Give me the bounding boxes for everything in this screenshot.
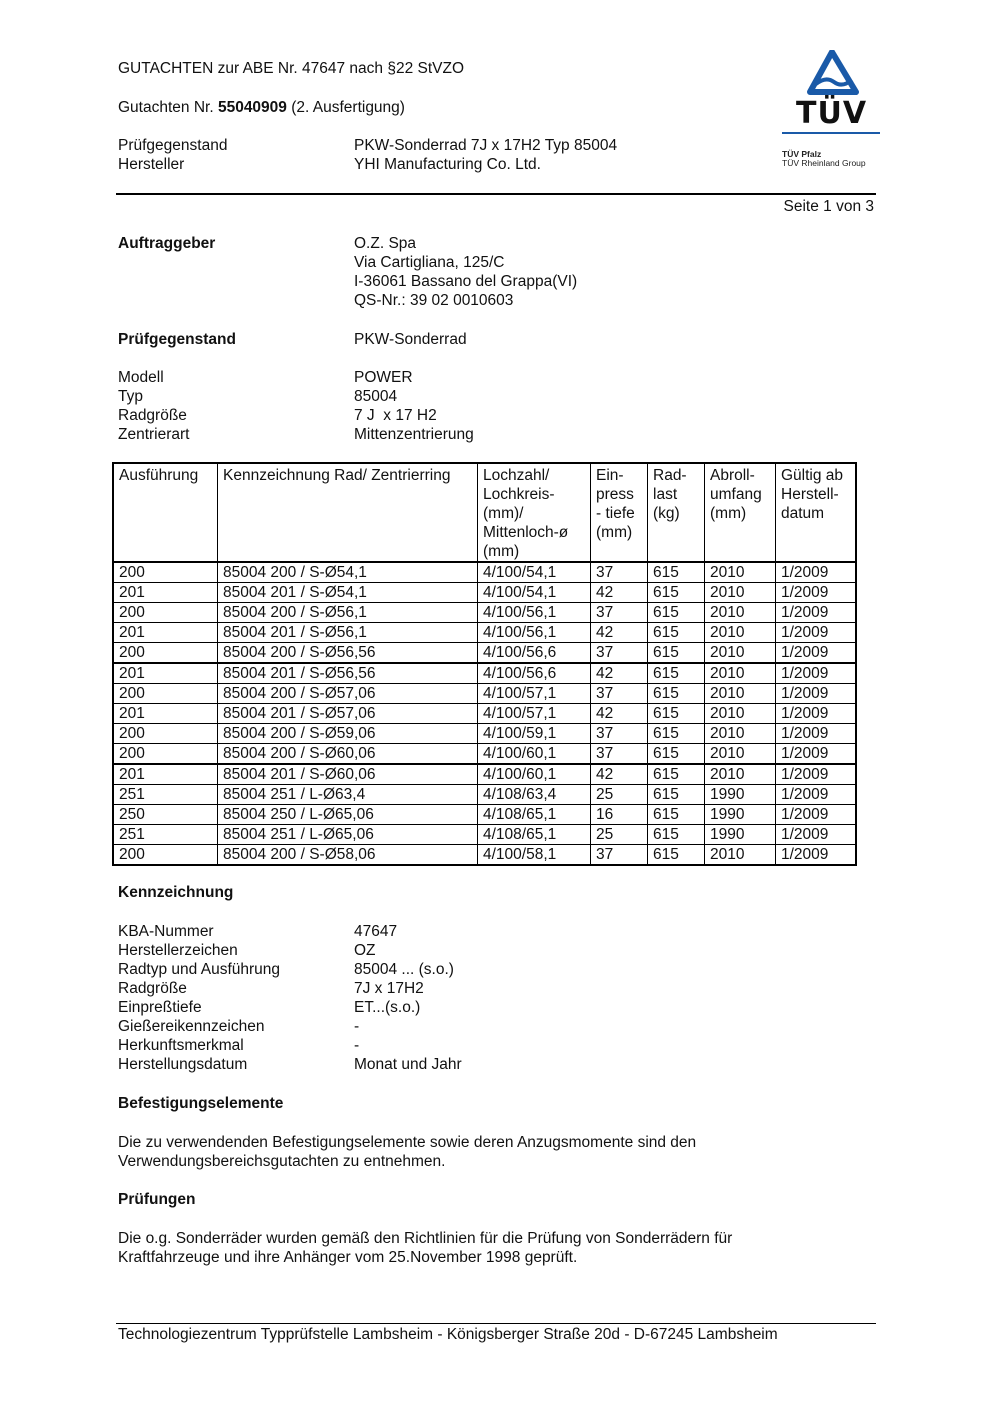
table-cell: 200 — [113, 684, 218, 704]
table-cell: 4/108/65,1 — [478, 825, 591, 845]
table-cell: 1/2009 — [776, 603, 857, 623]
footer-address: Technologiezentrum Typprüfstelle Lambsheim - Königsberger Straße 20d - D-67245 Lambsheim — [118, 1326, 778, 1343]
marking-label: Herstellerzeichen — [118, 942, 238, 959]
table-cell: 1/2009 — [776, 825, 857, 845]
column-header-line: Herstell- — [781, 486, 839, 503]
column-header-line: Ein- — [596, 467, 624, 484]
column-header — [776, 463, 857, 562]
table-row — [113, 704, 856, 724]
client-line: O.Z. Spa — [354, 235, 417, 252]
table-cell: 2010 — [705, 663, 776, 684]
table-cell: 251 — [113, 785, 218, 805]
tests-heading: Prüfungen — [118, 1191, 196, 1208]
column-header-line: Lochzahl/ — [483, 467, 550, 484]
table-cell: 42 — [591, 623, 648, 643]
client-section — [118, 234, 577, 310]
marking-row — [118, 941, 462, 960]
table-cell: 37 — [591, 603, 648, 623]
marking-section — [118, 922, 462, 1074]
table-row — [113, 724, 856, 744]
model-label: Zentrierart — [118, 426, 190, 443]
table-cell: 4/100/60,1 — [478, 764, 591, 785]
table-cell: 201 — [113, 583, 218, 603]
table-cell: 85004 200 / S-Ø59,06 — [218, 724, 478, 744]
marking-label: Einpreßtiefe — [118, 999, 202, 1016]
marking-value: Monat und Jahr — [354, 1056, 462, 1073]
column-header-line: Lochkreis- — [483, 486, 555, 503]
header-row — [118, 155, 617, 174]
table-cell: 16 — [591, 805, 648, 825]
column-header-line: umfang — [710, 486, 762, 503]
column-header-line: (mm) — [483, 543, 520, 560]
marking-label: Herkunftsmerkmal — [118, 1037, 244, 1054]
subject-section — [118, 330, 467, 349]
table-cell: 4/100/60,1 — [478, 744, 591, 765]
table-cell: 85004 201 / S-Ø60,06 — [218, 764, 478, 785]
tests-line: Die o.g. Sonderräder wurden gemäß den Richtlinien für die Prüfung von Sonderrädern für — [118, 1230, 733, 1247]
table-cell: 1/2009 — [776, 583, 857, 603]
table-cell: 37 — [591, 684, 648, 704]
table-cell: 42 — [591, 663, 648, 684]
table-cell: 615 — [648, 785, 705, 805]
table-cell: 4/100/56,6 — [478, 663, 591, 684]
table-cell: 1/2009 — [776, 663, 857, 684]
table-cell: 615 — [648, 623, 705, 643]
table-cell: 2010 — [705, 684, 776, 704]
marking-heading: Kennzeichnung — [118, 884, 234, 901]
table-cell: 85004 200 / S-Ø56,56 — [218, 643, 478, 664]
column-header-line: press — [596, 486, 634, 503]
table-cell: 2010 — [705, 845, 776, 866]
table-cell: 2010 — [705, 744, 776, 765]
table-cell: 200 — [113, 643, 218, 664]
table-row — [113, 684, 856, 704]
table-cell: 201 — [113, 663, 218, 684]
table-cell: 615 — [648, 704, 705, 724]
column-header-line: Mittenloch-ø — [483, 524, 569, 541]
column-header-line: Abroll- — [710, 467, 755, 484]
table-cell: 85004 200 / S-Ø57,06 — [218, 684, 478, 704]
tuv-triangle-icon — [802, 50, 862, 96]
table-cell: 2010 — [705, 643, 776, 664]
marking-label: KBA-Nummer — [118, 923, 214, 940]
marking-label: Radtyp und Ausführung — [118, 961, 281, 978]
table-cell: 85004 250 / L-Ø65,06 — [218, 805, 478, 825]
column-header — [705, 463, 776, 562]
table-cell: 4/100/56,1 — [478, 623, 591, 643]
table-cell: 200 — [113, 562, 218, 583]
table-cell: 615 — [648, 845, 705, 866]
model-row — [118, 368, 474, 387]
table-cell: 25 — [591, 825, 648, 845]
subject-value: PKW-Sonderrad — [354, 331, 467, 348]
tuv-logo — [744, 50, 920, 175]
fixing-heading: Befestigungselemente — [118, 1095, 284, 1112]
table-cell: 1/2009 — [776, 764, 857, 785]
column-header-line: Rad- — [653, 467, 687, 484]
model-label: Radgröße — [118, 407, 187, 424]
marking-label: Herstellungsdatum — [118, 1056, 248, 1073]
table-row — [113, 785, 856, 805]
tests-paragraph — [118, 1229, 732, 1267]
table-cell: 37 — [591, 724, 648, 744]
table-row — [113, 805, 856, 825]
table-cell: 2010 — [705, 764, 776, 785]
table-cell: 42 — [591, 583, 648, 603]
header-divider — [116, 193, 876, 195]
client-line: Via Cartigliana, 125/C — [354, 254, 505, 271]
table-cell: 1/2009 — [776, 805, 857, 825]
table-row — [113, 744, 856, 765]
marking-row — [118, 998, 462, 1017]
table-cell: 200 — [113, 603, 218, 623]
marking-value: - — [354, 1037, 360, 1054]
marking-value: 7J x 17H2 — [354, 980, 424, 997]
client-label: Auftraggeber — [118, 235, 216, 252]
table-cell: 201 — [113, 623, 218, 643]
table-cell: 4/100/58,1 — [478, 845, 591, 866]
marking-row — [118, 1055, 462, 1074]
table-cell: 615 — [648, 583, 705, 603]
table-cell: 200 — [113, 724, 218, 744]
model-value: 7 J x 17 H2 — [354, 407, 437, 424]
client-line: QS-Nr.: 39 02 0010603 — [354, 292, 514, 309]
marking-row — [118, 1036, 462, 1055]
table-row — [113, 764, 856, 785]
model-row — [118, 425, 474, 444]
table-row — [113, 845, 856, 866]
table-cell: 85004 200 / S-Ø58,06 — [218, 845, 478, 866]
table-cell: 201 — [113, 704, 218, 724]
table-cell: 85004 251 / L-Ø63,4 — [218, 785, 478, 805]
column-header-line: Kennzeichnung Rad/ Zentrierring — [223, 467, 451, 484]
table-cell: 4/100/59,1 — [478, 724, 591, 744]
model-value: Mittenzentrierung — [354, 426, 474, 443]
marking-value: OZ — [354, 942, 376, 959]
marking-label: Radgröße — [118, 980, 187, 997]
table-row — [113, 623, 856, 643]
table-cell: 1/2009 — [776, 724, 857, 744]
page-number: Seite 1 von 3 — [783, 198, 874, 215]
table-cell: 85004 201 / S-Ø57,06 — [218, 704, 478, 724]
table-cell: 615 — [648, 603, 705, 623]
marking-value: - — [354, 1018, 360, 1035]
table-cell: 42 — [591, 704, 648, 724]
client-address — [354, 234, 577, 310]
table-cell: 1/2009 — [776, 744, 857, 765]
footer-divider — [116, 1323, 876, 1324]
table-cell: 1/2009 — [776, 562, 857, 583]
report-number: 55040909 — [217, 99, 287, 116]
table-cell: 2010 — [705, 562, 776, 583]
table-cell: 4/100/56,1 — [478, 603, 591, 623]
table-cell: 85004 201 / S-Ø56,1 — [218, 623, 478, 643]
marking-value: 85004 ... (s.o.) — [354, 961, 454, 978]
column-header-line: (mm) — [596, 524, 633, 541]
table-row — [113, 643, 856, 664]
table-body — [113, 562, 856, 865]
table-cell: 615 — [648, 825, 705, 845]
table-cell: 1/2009 — [776, 684, 857, 704]
table-cell: 37 — [591, 744, 648, 765]
table-cell: 25 — [591, 785, 648, 805]
table-cell: 1/2009 — [776, 643, 857, 664]
table-cell: 2010 — [705, 623, 776, 643]
logo-bar — [782, 132, 880, 134]
logo-line2: TÜV Rheinland Group — [782, 158, 866, 168]
table-cell: 37 — [591, 845, 648, 866]
table-row — [113, 583, 856, 603]
table-cell: 2010 — [705, 724, 776, 744]
table-cell: 85004 201 / S-Ø54,1 — [218, 583, 478, 603]
header-label: Prüfgegenstand — [118, 137, 228, 154]
table-cell: 4/100/57,1 — [478, 684, 591, 704]
header-value: PKW-Sonderrad 7J x 17H2 Typ 85004 — [354, 137, 618, 154]
table-cell: 1990 — [705, 805, 776, 825]
table-cell: 4/108/63,4 — [478, 785, 591, 805]
model-label: Modell — [118, 369, 164, 386]
report-prefix: Gutachten Nr. — [118, 99, 218, 116]
marking-value: ET...(s.o.) — [354, 999, 421, 1016]
table-cell: 4/108/65,1 — [478, 805, 591, 825]
column-header — [648, 463, 705, 562]
column-header-line: (mm)/ — [483, 505, 524, 522]
column-header-line: Gültig ab — [781, 467, 844, 484]
header-row — [118, 136, 617, 155]
table-cell: 201 — [113, 764, 218, 785]
column-header-line: - tiefe — [596, 505, 635, 522]
model-label: Typ — [118, 388, 143, 405]
fixing-paragraph — [118, 1133, 696, 1171]
marking-label: Gießereikennzeichen — [118, 1018, 265, 1035]
tests-line: Kraftfahrzeuge und ihre Anhänger vom 25.November 1998 geprüft. — [118, 1249, 578, 1266]
table-cell: 615 — [648, 805, 705, 825]
fixing-line: Die zu verwendenden Befestigungselemente sowie deren Anzugsmomente sind den — [118, 1134, 697, 1151]
marking-row — [118, 922, 462, 941]
table-row — [113, 825, 856, 845]
table-cell: 615 — [648, 643, 705, 664]
column-header-line: last — [653, 486, 678, 503]
table-cell: 37 — [591, 562, 648, 583]
table-cell: 2010 — [705, 583, 776, 603]
table-cell: 200 — [113, 845, 218, 866]
logo-word: TÜV — [796, 96, 868, 131]
table-cell: 1990 — [705, 785, 776, 805]
model-row — [118, 406, 474, 425]
table-cell: 1990 — [705, 825, 776, 845]
document-title: GUTACHTEN zur ABE Nr. 47647 nach §22 StVZO — [118, 60, 465, 77]
model-value: POWER — [354, 369, 413, 386]
table-cell: 615 — [648, 724, 705, 744]
marking-row — [118, 1017, 462, 1036]
table-cell: 615 — [648, 562, 705, 583]
model-value: 85004 — [354, 388, 398, 405]
table-header-row — [113, 463, 856, 562]
logo-line1: TÜV Pfalz — [782, 149, 822, 159]
column-header-line: (kg) — [653, 505, 680, 522]
table-cell: 85004 200 / S-Ø56,1 — [218, 603, 478, 623]
table-row — [113, 663, 856, 684]
column-header-line: (mm) — [710, 505, 747, 522]
marking-row — [118, 979, 462, 998]
wheel-variants-table — [112, 462, 857, 866]
table-cell: 85004 201 / S-Ø56,56 — [218, 663, 478, 684]
table-cell: 2010 — [705, 704, 776, 724]
subject-label: Prüfgegenstand — [118, 331, 236, 348]
table-cell: 4/100/54,1 — [478, 562, 591, 583]
column-header — [478, 463, 591, 562]
marking-row — [118, 960, 462, 979]
table-cell: 2010 — [705, 603, 776, 623]
table-cell: 4/100/56,6 — [478, 643, 591, 664]
table-cell: 1/2009 — [776, 704, 857, 724]
table-cell: 1/2009 — [776, 785, 857, 805]
model-section — [118, 368, 474, 444]
column-header-line: datum — [781, 505, 825, 522]
table-cell: 615 — [648, 684, 705, 704]
table-row — [113, 603, 856, 623]
table-row — [113, 562, 856, 583]
table-cell: 1/2009 — [776, 623, 857, 643]
table-cell: 42 — [591, 764, 648, 785]
header-info — [118, 136, 617, 174]
column-header-line: Ausführung — [119, 467, 199, 484]
table-cell: 85004 200 / S-Ø54,1 — [218, 562, 478, 583]
table-cell: 4/100/57,1 — [478, 704, 591, 724]
column-header — [591, 463, 648, 562]
report-suffix: (2. Ausfertigung) — [286, 99, 405, 116]
table-cell: 251 — [113, 825, 218, 845]
table-cell: 1/2009 — [776, 845, 857, 866]
column-header — [113, 463, 218, 562]
model-row — [118, 387, 474, 406]
client-line: I-36061 Bassano del Grappa(VI) — [354, 273, 578, 290]
fixing-line: Verwendungsbereichsgutachten zu entnehmen. — [118, 1153, 446, 1170]
header-value: YHI Manufacturing Co. Ltd. — [354, 156, 541, 173]
table-cell: 250 — [113, 805, 218, 825]
column-header — [218, 463, 478, 562]
table-cell: 85004 200 / S-Ø60,06 — [218, 744, 478, 765]
table-cell: 4/100/54,1 — [478, 583, 591, 603]
table-cell: 615 — [648, 744, 705, 765]
header-label: Hersteller — [118, 156, 185, 173]
marking-value: 47647 — [354, 923, 398, 940]
table-cell: 200 — [113, 744, 218, 765]
report-number-line — [118, 98, 405, 117]
table-cell: 85004 251 / L-Ø65,06 — [218, 825, 478, 845]
table-cell: 615 — [648, 764, 705, 785]
table-cell: 37 — [591, 643, 648, 664]
table-cell: 615 — [648, 663, 705, 684]
